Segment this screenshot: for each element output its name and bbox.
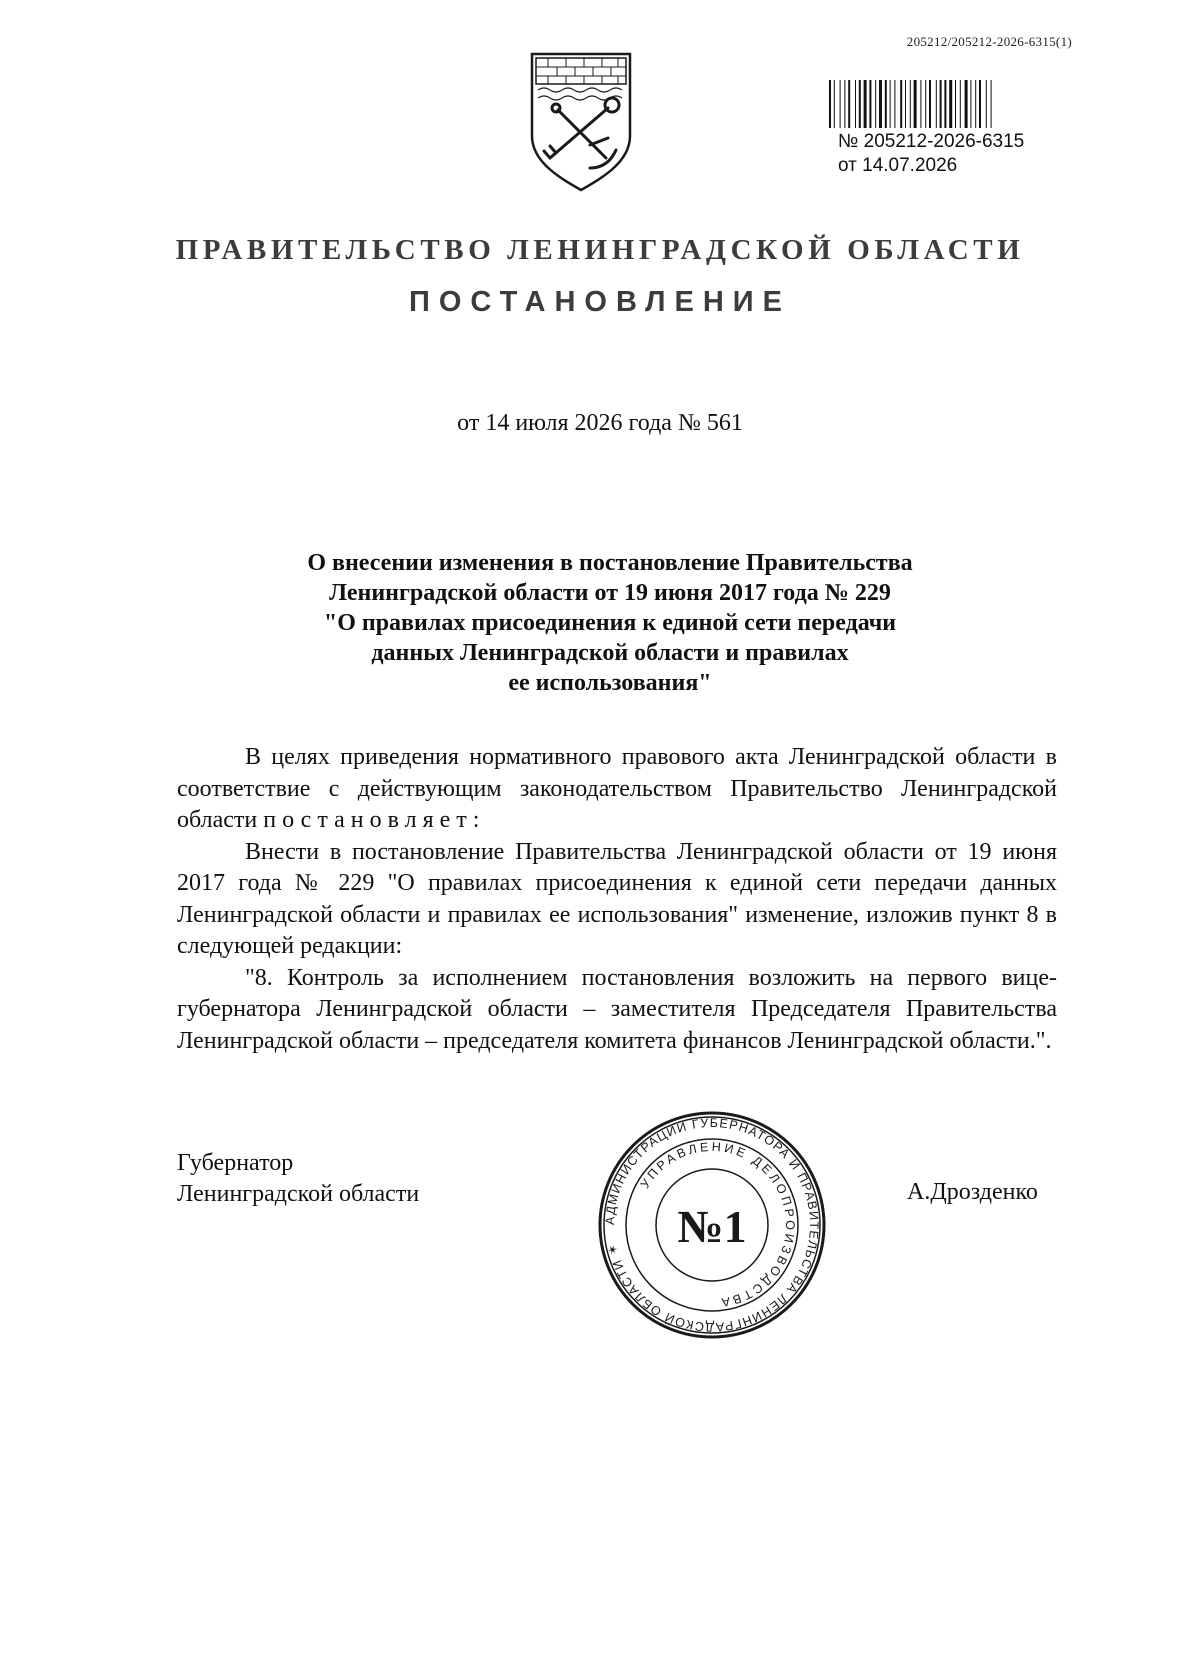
subject-line: "О правилах присоединения к единой сети передачи (323, 610, 897, 636)
seal-center-number: №1 (677, 1201, 747, 1252)
seal-inner-text: УПРАВЛЕНИЕ ДЕЛОПРОИЗВОДСТВА (637, 1139, 798, 1310)
document-subject (200, 548, 1020, 698)
signatory-position-line: Губернатор (177, 1150, 294, 1176)
subject-line: ее использования" (508, 670, 712, 696)
document-date: от 14 июля 2026 года № 561 (457, 410, 743, 436)
official-seal-stamp (597, 1110, 827, 1340)
leningrad-oblast-coat-of-arms-icon (528, 50, 634, 192)
preamble-suffix: : (472, 807, 480, 833)
body-paragraph-clause-8: "8. Контроль за исполнением постановления возложить на первого вице-губернатора Ленинградской области – заместителя Председателя Правительства Ленинградской области – председателя комитета финансов Ленинградской области.". (177, 964, 1057, 1054)
subject-line: данных Ленинградской области и правилах (371, 640, 849, 666)
subject-line: Ленинградской области от 19 июня 2017 года № 229 (329, 580, 891, 606)
resolves-word: постановляет (263, 807, 473, 833)
barcode-icon (825, 80, 1075, 128)
registration-number: № 205212-2026-6315 (838, 131, 1025, 152)
signatory-name: А.Дрозденко (907, 1179, 1038, 1205)
body-paragraph-preamble (177, 742, 1057, 837)
signatory-position (177, 1148, 419, 1210)
subject-line: О внесении изменения в постановление Правительства (307, 550, 913, 576)
signatory-position-line: Ленинградской области (177, 1181, 420, 1207)
reference-code: 205212/205212-2026-6315(1) (906, 34, 1072, 49)
seal-outer-text: АДМИНИСТРАЦИИ ГУБЕРНАТОРА И ПРАВИТЕЛЬСТВА ЛЕНИНГРАДСКОЙ ОБЛАСТИ ✶ (602, 1115, 822, 1335)
document-type: ПОСТАНОВЛЕНИЕ (409, 286, 791, 318)
document-body (177, 742, 1057, 1057)
body-paragraph-amendment: Внести в постановление Правительства Ленинградской области от 19 июня 2017 года № 229 "О правилах присоединения к единой сети передачи данных Ленинградской области и правилах ее использования" изменение, изложив пункт 8 в следующей редакции: (177, 838, 1057, 959)
registration-date: от 14.07.2026 (838, 155, 958, 176)
government-title: ПРАВИТЕЛЬСТВО ЛЕНИНГРАДСКОЙ ОБЛАСТИ (175, 234, 1025, 266)
preamble-text: В целях приведения нормативного правового акта Ленинградской области в соответствие с действующим законодательством Правительство Ленинградской области (177, 744, 1057, 833)
